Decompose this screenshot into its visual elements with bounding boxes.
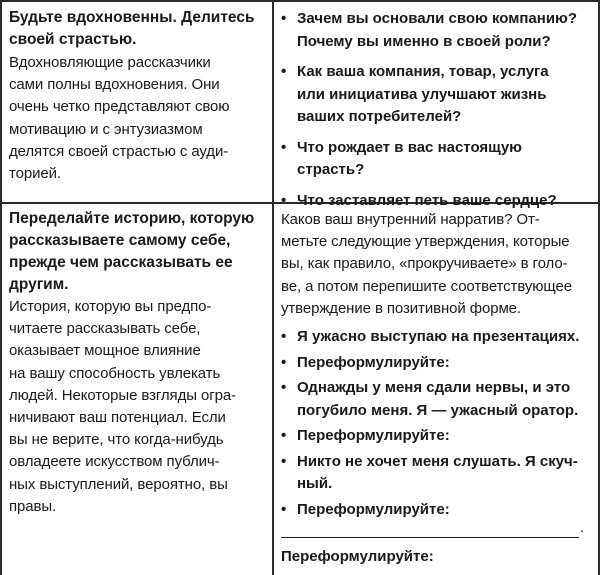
row1-right-cell: [281, 8, 595, 212]
row2-left-heading: Переделайте историю, которую рассказываете самому себе, прежде чем рассказывать ее другим.: [9, 210, 255, 293]
list-item: • Переформулируйте:: [281, 352, 596, 375]
text-line: вы, как правило, «прокручиваете» в голо-: [281, 255, 568, 273]
text-line: оказывает мощное влияние: [9, 342, 201, 360]
bullet-icon: •: [281, 353, 287, 371]
list-item: • Переформулируйте:: [281, 425, 596, 448]
list-item: • Я ужасно выступаю на презентациях.: [281, 326, 596, 349]
bullet-icon: •: [281, 379, 287, 397]
table-border-right: [598, 0, 600, 575]
row2-left-text: [9, 296, 267, 518]
final-reformulate-label: Переформулируйте:: [281, 548, 434, 566]
text-line: людей. Некоторые взгляды огра-: [9, 386, 236, 404]
text-line: делятся своей страстью с ауди-: [9, 142, 229, 160]
bullet-icon: •: [281, 10, 287, 27]
row1-left-text: [9, 52, 267, 185]
bullet-icon: •: [281, 328, 287, 346]
list-item: • Что заставляет петь ваше сердце?: [281, 190, 595, 213]
bullet-icon: •: [281, 191, 287, 209]
text-line: на вашу способность увлекать: [9, 364, 221, 382]
text-line: Каков ваш внутренний нарратив? От-: [281, 211, 540, 228]
blank-period: .: [580, 519, 585, 537]
text-line: правы.: [9, 497, 57, 515]
table-border-left: [0, 0, 2, 575]
list-item: • Переформулируйте:: [281, 499, 596, 522]
list-item: • Зачем вы основали свою компанию? Почему вы именно в своей роли?: [281, 10, 578, 50]
table-border-top: [0, 0, 600, 2]
bullet-icon: •: [281, 63, 287, 80]
text-line: овладеете искусством публич-: [9, 453, 220, 471]
text-line: торией.: [9, 165, 61, 183]
text-line: ных выступлений, вероятно, вы: [9, 475, 228, 493]
text-line: вы не верите, что когда-нибудь: [9, 431, 224, 449]
bullet-icon: •: [281, 138, 287, 156]
text-line: ничивают ваш потенциал. Если: [9, 409, 226, 427]
answer-blank-row: [281, 519, 596, 538]
text-line: История, которую вы предпо-: [9, 298, 212, 315]
list-item: • Никто не хочет меня слушать. Я скуч- ный.: [281, 452, 578, 493]
column-divider: [272, 0, 274, 575]
text-line: сами полны вдохновения. Они: [9, 76, 220, 94]
answer-blank-line[interactable]: [281, 523, 579, 538]
text-line: Вдохновляющие рассказчики: [9, 54, 211, 71]
row1-left-cell: [9, 7, 267, 185]
bullet-icon: •: [281, 427, 287, 445]
row2-right-intro: [281, 209, 596, 320]
row1-left-heading: Будьте вдохновенны. Делитесь своей страстью.: [9, 9, 255, 48]
text-line: ве, а потом перепишите соответствующее: [281, 277, 572, 295]
list-item: • Как ваша компания, товар, услуга или инициатива улучшают жизнь ваших потребителей?: [281, 63, 549, 125]
row2-left-cell: [9, 208, 267, 518]
text-line: очень четко представляют свою: [9, 98, 230, 116]
row2-statement-list: [281, 326, 596, 521]
list-item: • Что рождает в вас настоящую страсть?: [281, 138, 522, 178]
text-line: мотивацию и с энтузиазмом: [9, 120, 203, 138]
text-line: утверждение в позитивной форме.: [281, 299, 521, 317]
bullet-icon: •: [281, 452, 287, 470]
row2-right-cell: [281, 209, 596, 568]
bullet-icon: •: [281, 500, 287, 518]
text-line: метьте следующие утверждения, которые: [281, 233, 570, 251]
text-line: читаете рассказывать себе,: [9, 320, 201, 338]
list-item: • Однажды у меня сдали нервы, и это погубило меня. Я — ужасный оратор.: [281, 379, 579, 419]
row1-question-list: [281, 8, 595, 212]
